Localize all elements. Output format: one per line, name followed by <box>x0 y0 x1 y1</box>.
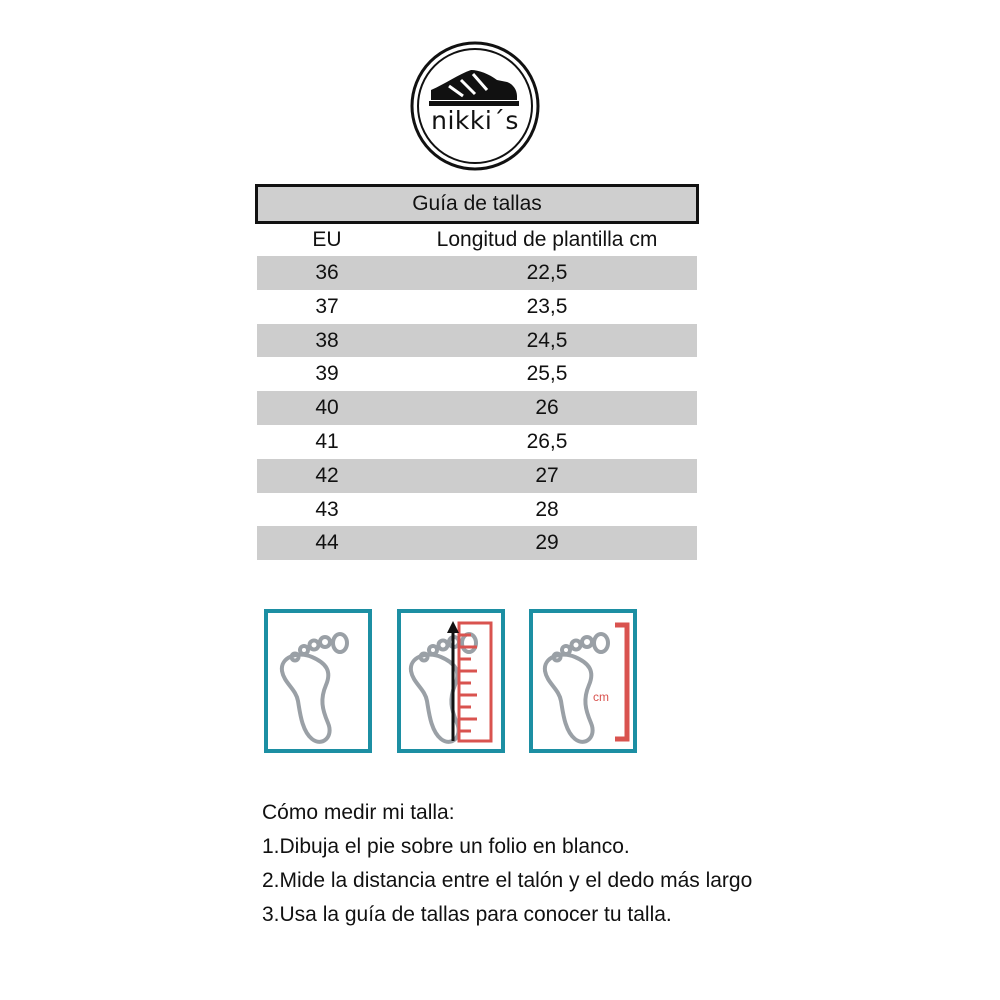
table-header <box>257 224 697 256</box>
size-eu: 42 <box>315 463 339 487</box>
instruction-step: 2.Mide la distancia entre el talón y el dedo más largo <box>262 869 753 892</box>
size-length: 25,5 <box>526 362 568 386</box>
size-eu: 39 <box>315 362 339 386</box>
instruction-step: 3.Usa la guía de tallas para conocer tu talla. <box>262 903 672 926</box>
table-row <box>257 391 697 425</box>
size-length: 24,5 <box>526 328 568 352</box>
size-length: 26,5 <box>526 429 568 453</box>
size-eu: 40 <box>315 396 339 420</box>
size-length: 23,5 <box>526 294 568 318</box>
size-eu: 43 <box>315 497 339 521</box>
size-eu: 41 <box>315 429 339 453</box>
foot-measure-icon <box>533 613 633 749</box>
table-row <box>257 290 697 324</box>
header-eu: EU <box>312 228 342 251</box>
table-row <box>257 256 697 290</box>
foot-ruler-icon <box>401 613 501 749</box>
size-length: 28 <box>535 497 559 521</box>
instruction-step: 1.Dibuja el pie sobre un folio en blanco. <box>262 835 630 858</box>
size-guide-title: Guía de tallas <box>255 184 699 224</box>
instructions <box>262 796 752 932</box>
header-insole-length: Longitud de plantilla cm <box>436 228 658 251</box>
size-length: 29 <box>535 531 559 555</box>
table-row <box>257 357 697 391</box>
footprint-icon <box>268 613 368 749</box>
size-eu: 44 <box>315 531 339 555</box>
foot-step-3 <box>529 609 637 753</box>
table-row <box>257 493 697 527</box>
size-eu: 38 <box>315 328 339 352</box>
brand-name: nikki´s <box>431 106 519 135</box>
table-row <box>257 526 697 560</box>
foot-step-1 <box>264 609 372 753</box>
table-row <box>257 459 697 493</box>
size-length: 22,5 <box>526 261 568 284</box>
size-length: 27 <box>535 463 559 487</box>
size-length: 26 <box>535 396 559 420</box>
table-row <box>257 324 697 358</box>
size-table <box>257 256 697 560</box>
size-eu: 37 <box>315 294 339 318</box>
foot-step-2 <box>397 609 505 753</box>
brand-logo <box>409 40 541 172</box>
instructions-heading: Cómo medir mi talla: <box>262 801 455 824</box>
unit-label: cm <box>593 690 609 704</box>
size-eu: 36 <box>315 261 339 284</box>
table-row <box>257 425 697 459</box>
